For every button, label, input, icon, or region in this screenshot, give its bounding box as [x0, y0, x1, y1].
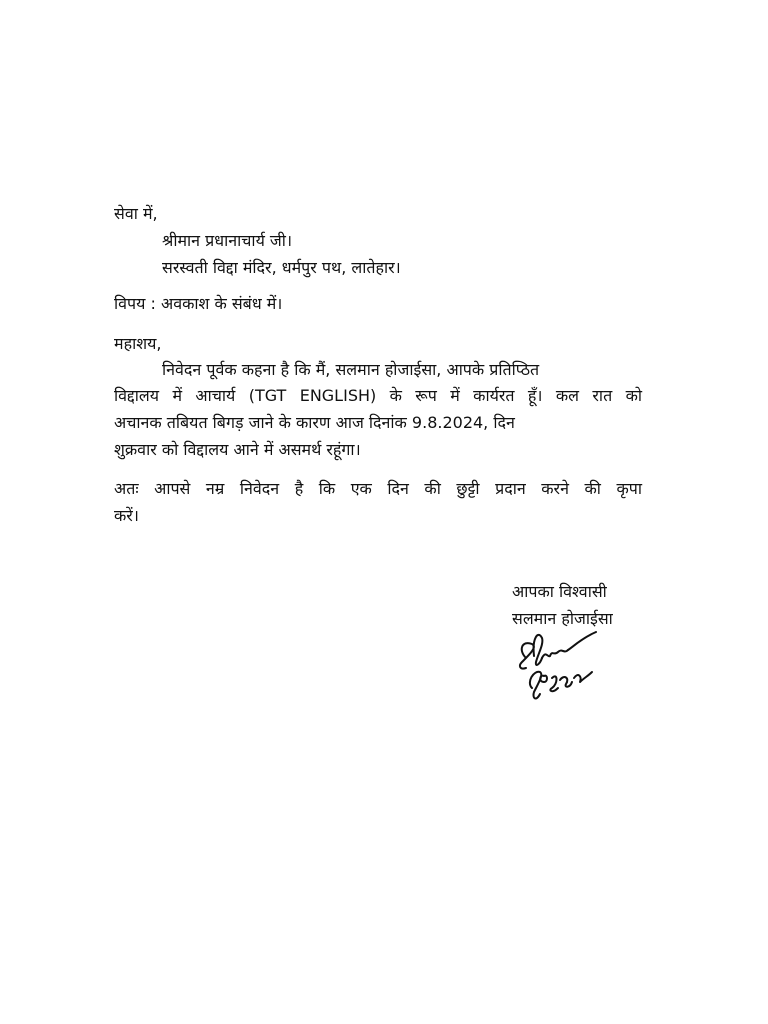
body-line-2: विद्दालय में आचार्य (TGT ENGLISH) के रूप में कार्यरत हूँ। कल रात को: [114, 386, 642, 405]
address-to: सेवा में,: [114, 204, 158, 223]
body-line-4: शुक्रवार को विद्दालय आने में असमर्थ रहूंगा।: [114, 440, 361, 459]
body-line-3: अचानक तबियत बिगड़ जाने के कारण आज दिनांक 9.8.2024, दिन: [114, 413, 515, 432]
salutation: महाशय,: [114, 334, 162, 353]
request-line-1: अतः आपसे नम्र निवेदन है कि एक दिन की छुट्टी प्रदान करने की कृपा: [114, 479, 642, 498]
valediction: आपका विश्वासी: [512, 582, 607, 601]
sender-name: सलमान होजाईसा: [512, 609, 613, 628]
subject-line: विपय : अवकाश के संबंध में।: [114, 294, 283, 313]
handwritten-signature: [512, 628, 604, 704]
recipient-line: श्रीमान प्रधानाचार्य जी।: [162, 231, 293, 250]
request-line-2: करें।: [114, 506, 139, 525]
school-address-line: सरस्वती विद्दा मंदिर, धर्मपुर पथ, लातेहार।: [162, 258, 401, 277]
body-line-1: निवेदन पूर्वक कहना है कि मैं, सलमान होजाईसा, आपके प्रतिप्ठित: [162, 360, 540, 379]
